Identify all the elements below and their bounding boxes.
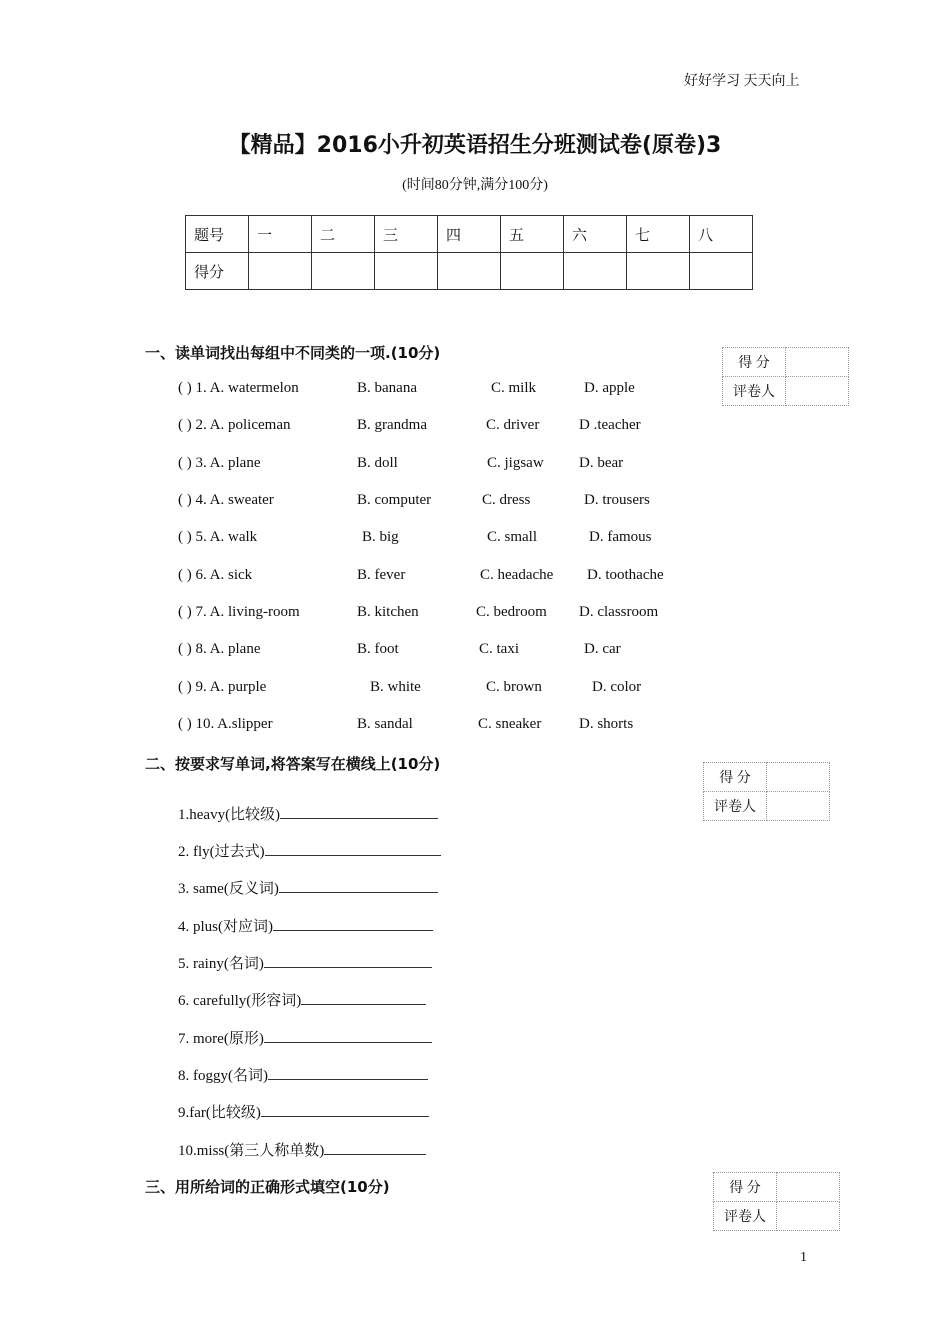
answer-blank[interactable]: [261, 1102, 429, 1117]
score-input-cell[interactable]: [312, 253, 375, 290]
question-9-a: ( ) 9. A. purple: [178, 679, 267, 695]
question-8-c: C. taxi: [479, 641, 519, 657]
question-3-a: ( ) 3. A. plane: [178, 455, 261, 471]
question-6-a: ( ) 6. A. sick: [178, 567, 253, 583]
question-5-d: D. famous: [589, 529, 652, 545]
question-2-b: B. grandma: [357, 417, 427, 433]
fill-item-7: [178, 1027, 432, 1048]
fill-item-6: [178, 989, 426, 1010]
grader-name-label: 评卷人: [723, 377, 786, 406]
score-table-header-row: [186, 216, 753, 253]
answer-blank[interactable]: [273, 916, 433, 931]
fill-item-9: [178, 1101, 429, 1122]
grader-box-3: [713, 1172, 840, 1231]
section1-heading: 一、读单词找出每组中不同类的一项.(10分): [145, 344, 441, 362]
answer-blank[interactable]: [279, 878, 438, 893]
fill-item-label: 1.heavy(比较级): [178, 807, 281, 823]
answer-blank[interactable]: [280, 804, 438, 819]
question-10-b: B. sandal: [357, 716, 413, 732]
question-9-b: B. white: [370, 679, 421, 695]
question-1-d: D. apple: [584, 380, 635, 396]
question-2-c: C. driver: [486, 417, 540, 433]
question-2-d: D .teacher: [579, 417, 641, 433]
question-6-d: D. toothache: [587, 567, 664, 583]
score-cell: 八: [690, 216, 753, 253]
score-row-label: 得分: [186, 253, 249, 290]
question-1-c: C. milk: [491, 380, 537, 396]
question-4-a: ( ) 4. A. sweater: [178, 492, 274, 508]
grader-name-cell[interactable]: [767, 792, 830, 821]
grader-box-2: [703, 762, 830, 821]
score-cell: 四: [438, 216, 501, 253]
grader-box-1: [722, 347, 849, 406]
question-6-c: C. headache: [480, 567, 554, 583]
question-1-a: ( ) 1. A. watermelon: [178, 380, 299, 396]
grader-score-cell[interactable]: [777, 1173, 840, 1202]
fill-item-1: [178, 803, 438, 824]
grader-name-cell[interactable]: [777, 1202, 840, 1231]
fill-item-2: [178, 840, 441, 861]
score-input-cell[interactable]: [375, 253, 438, 290]
answer-blank[interactable]: [301, 990, 426, 1005]
question-4-b: B. computer: [357, 492, 432, 508]
score-input-cell[interactable]: [501, 253, 564, 290]
fill-item-label: 9.far(比较级): [178, 1105, 261, 1121]
fill-item-label: 10.miss(第三人称单数): [178, 1143, 325, 1159]
question-8-b: B. foot: [357, 641, 399, 657]
question-7-a: ( ) 7. A. living-room: [178, 604, 300, 620]
question-3-b: B. doll: [357, 455, 398, 471]
question-2-a: ( ) 2. A. policeman: [178, 417, 291, 433]
fill-item-10: [178, 1139, 426, 1160]
grader-score-label: 得 分: [704, 763, 767, 792]
score-input-cell[interactable]: [564, 253, 627, 290]
question-8-d: D. car: [584, 641, 621, 657]
question-10-d: D. shorts: [579, 716, 634, 732]
grader-score-cell[interactable]: [767, 763, 830, 792]
question-6-b: B. fever: [357, 567, 406, 583]
score-input-cell[interactable]: [438, 253, 501, 290]
fill-item-label: 2. fly(过去式): [178, 844, 265, 860]
fill-item-8: [178, 1064, 428, 1085]
question-9-c: C. brown: [486, 679, 542, 695]
answer-blank[interactable]: [264, 1028, 432, 1043]
grader-name-label: 评卷人: [714, 1202, 777, 1231]
grader-score-label: 得 分: [714, 1173, 777, 1202]
fill-item-label: 4. plus(对应词): [178, 919, 273, 935]
score-cell: 三: [375, 216, 438, 253]
score-cell: 二: [312, 216, 375, 253]
score-cell-label: 题号: [186, 216, 249, 253]
fill-item-label: 5. rainy(名词): [178, 956, 264, 972]
fill-item-label: 6. carefully(形容词): [178, 993, 302, 1009]
section2-heading: 二、按要求写单词,将答案写在横线上(10分): [145, 755, 441, 773]
question-5-a: ( ) 5. A. walk: [178, 529, 258, 545]
score-table: [185, 215, 753, 290]
fill-item-label: 7. more(原形): [178, 1031, 264, 1047]
grader-score-label: 得 分: [723, 348, 786, 377]
fill-item-3: [178, 877, 438, 898]
score-cell: 六: [564, 216, 627, 253]
question-3-c: C. jigsaw: [487, 455, 544, 471]
answer-blank[interactable]: [264, 953, 432, 968]
grader-score-cell[interactable]: [786, 348, 849, 377]
answer-blank[interactable]: [268, 1065, 428, 1080]
score-table-score-row: [186, 253, 753, 290]
question-10-a: ( ) 10. A.slipper: [178, 716, 273, 732]
question-8-a: ( ) 8. A. plane: [178, 641, 261, 657]
score-cell: 一: [249, 216, 312, 253]
answer-blank[interactable]: [265, 841, 441, 856]
score-input-cell[interactable]: [249, 253, 312, 290]
exam-subtitle: (时间80分钟,满分100分): [402, 178, 548, 193]
page-number: 1: [800, 1250, 807, 1265]
answer-blank[interactable]: [324, 1140, 426, 1155]
question-7-c: C. bedroom: [476, 604, 547, 620]
score-cell: 七: [627, 216, 690, 253]
grader-name-label: 评卷人: [704, 792, 767, 821]
question-5-c: C. small: [487, 529, 538, 545]
question-1-b: B. banana: [357, 380, 417, 396]
question-7-b: B. kitchen: [357, 604, 419, 620]
question-4-c: C. dress: [482, 492, 531, 508]
page-title: 【精品】2016小升初英语招生分班测试卷(原卷)3: [228, 133, 722, 158]
score-input-cell[interactable]: [690, 253, 753, 290]
fill-item-5: [178, 952, 432, 973]
header-motto: 好好学习 天天向上: [684, 74, 800, 89]
question-7-d: D. classroom: [579, 604, 659, 620]
question-3-d: D. bear: [579, 455, 624, 471]
grader-name-cell[interactable]: [786, 377, 849, 406]
fill-item-label: 3. same(反义词): [178, 881, 279, 897]
fill-item-label: 8. foggy(名词): [178, 1068, 268, 1084]
section3-heading: 三、用所给词的正确形式填空(10分): [145, 1178, 390, 1196]
fill-item-4: [178, 915, 433, 936]
score-cell: 五: [501, 216, 564, 253]
question-10-c: C. sneaker: [478, 716, 542, 732]
question-5-b: B. big: [362, 529, 399, 545]
question-4-d: D. trousers: [584, 492, 650, 508]
score-input-cell[interactable]: [627, 253, 690, 290]
question-9-d: D. color: [592, 679, 642, 695]
